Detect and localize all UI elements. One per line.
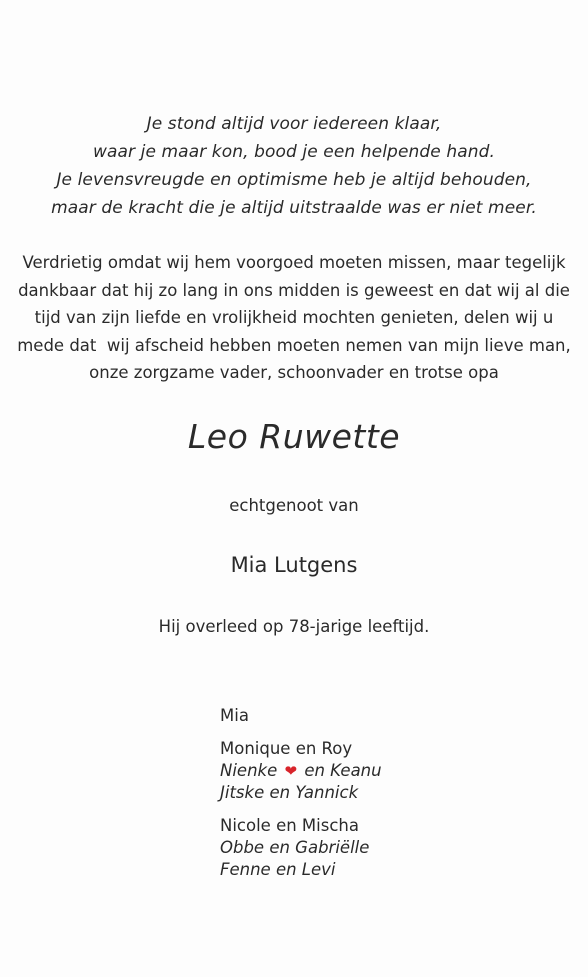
poem (0, 110, 588, 222)
family-parents: Monique en Roy (220, 739, 353, 758)
family-group (220, 815, 382, 881)
family-wife: Mia (220, 706, 249, 725)
family-list (220, 705, 382, 892)
deceased-name: Leo Ruwette (187, 417, 401, 456)
family-grandchildren: Obbe en Gabriëlle (220, 838, 370, 857)
age-text: Hij overleed op 78-jarige leeftijd. (158, 617, 430, 636)
family-parents: Nicole en Mischa (220, 816, 359, 835)
family-grandchildren: Jitske en Yannick (220, 783, 359, 802)
family-grandchildren: Fenne en Levi (220, 860, 336, 879)
spouse-label: echtgenoot van (229, 496, 359, 515)
poem-line: Je stond altijd voor iedereen klaar, (146, 114, 442, 134)
announcement (0, 249, 588, 387)
announcement-line: mede dat wij afscheid hebben moeten nemen van mijn lieve man, (17, 335, 571, 355)
spouse-name: Mia Lutgens (230, 553, 358, 577)
poem-line: waar je maar kon, bood je een helpende hand. (93, 142, 495, 162)
family-grandchildren (220, 760, 382, 782)
grandchild-name: Nienke (220, 761, 278, 780)
grandchild-partner: en Keanu (304, 761, 382, 780)
poem-line: maar de kracht die je altijd uitstraalde was er niet meer. (51, 198, 537, 218)
poem-line: Je levensvreugde en optimisme heb je altijd behouden, (56, 170, 532, 190)
family-group (220, 738, 382, 804)
announcement-line: onze zorgzame vader, schoonvader en trotse opa (89, 363, 499, 382)
announcement-line: dankbaar dat hij zo lang in ons midden is geweest en dat wij al die (18, 280, 570, 300)
heart-icon: ❤ (284, 762, 298, 780)
announcement-line: Verdrietig omdat wij hem voorgoed moeten missen, maar tegelijk (22, 253, 566, 272)
announcement-line: tijd van zijn liefde en vrolijkheid mochten genieten, delen wij u (34, 308, 554, 327)
